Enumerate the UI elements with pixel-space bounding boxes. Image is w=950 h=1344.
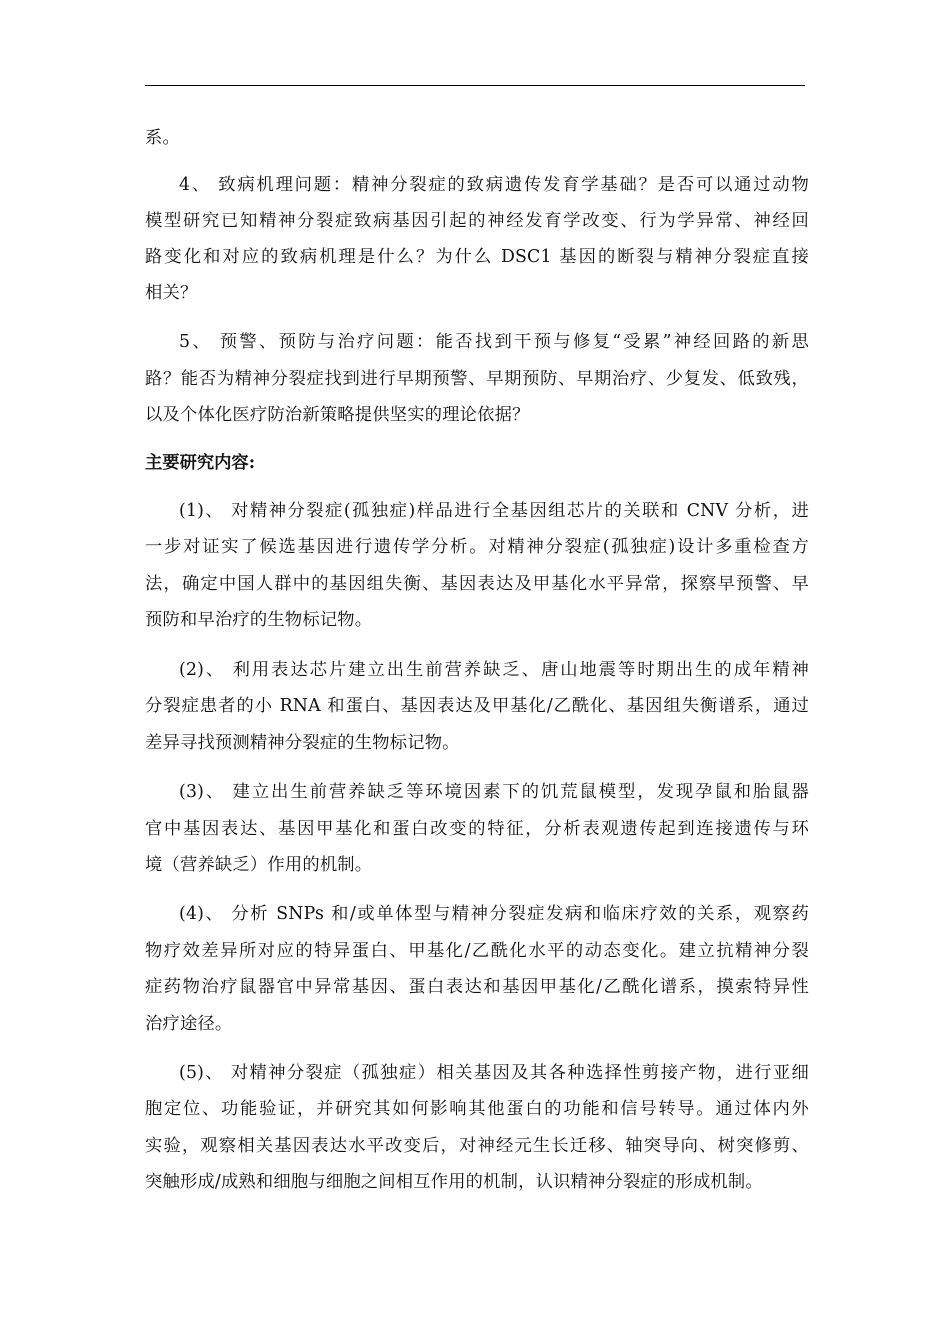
content3-line: (3)、 建立出生前营养缺乏等环境因素下的饥荒鼠模型，发现孕鼠和胎鼠器 — [179, 782, 809, 802]
item4-line: 模型研究已知精神分裂症致病基因引起的神经发育学改变、行为学异常、神经回 — [145, 211, 809, 231]
item4-line: 路变化和对应的致病机理是什么？为什么 DSC1 基因的断裂与精神分裂症直接 — [145, 247, 809, 267]
content3-line: 境（营养缺乏）作用的机制。 — [145, 855, 373, 875]
content5-line: (5)、 对精神分裂症（孤独症）相关基因及其各种选择性剪接产物，进行亚细 — [179, 1063, 809, 1083]
content5-line: 实验，观察相关基因表达水平改变后，对神经元生长迁移、轴突导向、树突修剪、 — [145, 1136, 809, 1156]
item4-line: 4、 致病机理问题：精神分裂症的致病遗传发育学基础？是否可以通过动物 — [179, 175, 809, 195]
item5-line: 5、 预警、预防与治疗问题：能否找到干预与修复“受累”神经回路的新思 — [179, 332, 809, 352]
content4-line: 症药物治疗鼠器官中异常基因、蛋白表达和基因甲基化/乙酰化谱系，摸索特异性 — [145, 977, 809, 997]
content1-line: 预防和早治疗的生物标记物。 — [145, 610, 373, 630]
content3-line: 官中基因表达、基因甲基化和蛋白改变的特征，分析表观遗传起到连接遗传与环 — [145, 819, 809, 839]
content2-line: (2)、 利用表达芯片建立出生前营养缺乏、唐山地震等时期出生的成年精神 — [179, 660, 809, 680]
item4-line: 相关？ — [145, 283, 198, 303]
content2-line: 差异寻找预测精神分裂症的生物标记物。 — [145, 733, 460, 753]
content5-line: 胞定位、功能验证，并研究其如何影响其他蛋白的功能和信号转导。通过体内外 — [145, 1099, 809, 1119]
content4-line: 治疗途径。 — [145, 1014, 233, 1034]
section-heading: 主要研究内容: — [145, 453, 256, 473]
content2-line: 分裂症患者的小 RNA 和蛋白、基因表达及甲基化/乙酰化、基因组失衡谱系，通过 — [145, 696, 809, 716]
content1-line: 一步对证实了候选基因进行遗传学分析。对精神分裂症(孤独症)设计多重检查方 — [145, 537, 809, 557]
continuation-text: 系。 — [145, 128, 180, 148]
content1-line: (1)、 对精神分裂症(孤独症)样品进行全基因组芯片的关联和 CNV 分析，进 — [179, 501, 809, 521]
item5-line: 以及个体化医疗防治新策略提供坚实的理论依据？ — [145, 405, 530, 425]
content4-line: 物疗效差异所对应的特异蛋白、甲基化/乙酰化水平的动态变化。建立抗精神分裂 — [145, 941, 809, 961]
content5-line: 突触形成/成熟和细胞与细胞之间相互作用的机制，认识精神分裂症的形成机制。 — [145, 1172, 763, 1192]
header-rule — [145, 85, 805, 86]
item5-line: 路？能否为精神分裂症找到进行早期预警、早期预防、早期治疗、少复发、低致残， — [145, 369, 809, 389]
content4-line: (4)、 分析 SNPs 和/或单体型与精神分裂症发病和临床疗效的关系，观察药 — [179, 904, 809, 924]
content1-line: 法，确定中国人群中的基因组失衡、基因表达及甲基化水平异常，探察早预警、早 — [145, 574, 809, 594]
